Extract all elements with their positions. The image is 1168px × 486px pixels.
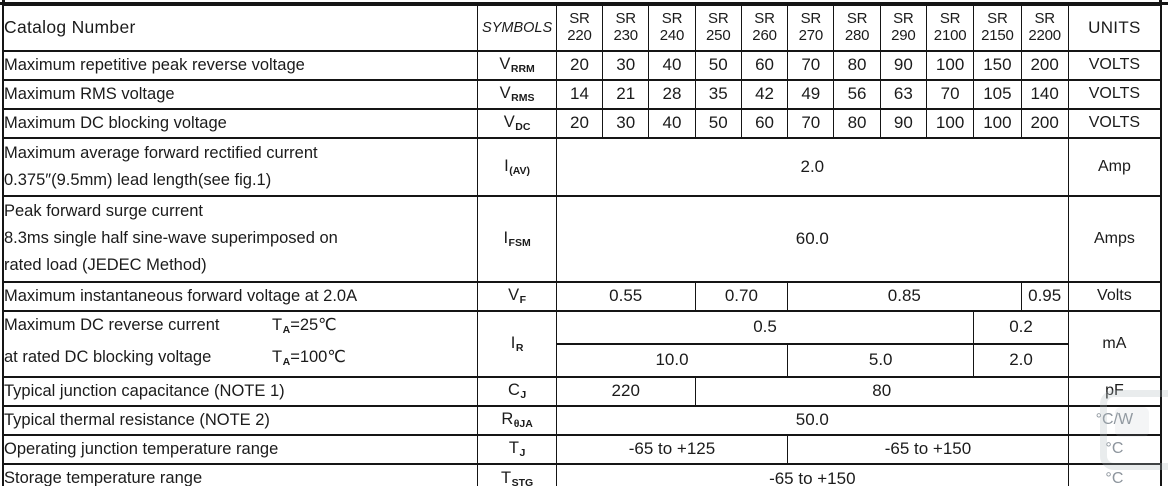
model-line1: SR — [939, 9, 961, 27]
model-line2: 270 — [798, 26, 823, 44]
symbol-base: R — [501, 410, 514, 428]
units-header: UNITS — [1068, 5, 1161, 51]
symbol-subscript: J — [520, 389, 527, 401]
vrms-value: 105 — [974, 80, 1021, 109]
ir-row — [3, 311, 1161, 344]
vdc-symbol — [478, 109, 556, 138]
model-header-sr230 — [603, 5, 649, 51]
vdc-label — [3, 109, 478, 138]
tstg-row — [3, 464, 1161, 486]
model-header-sr2100 — [926, 5, 973, 51]
symbol-subscript: F — [519, 294, 527, 306]
text-segment: Maximum average forward rectified current — [4, 143, 318, 162]
model-line2: 280 — [844, 26, 870, 44]
vrrm-row — [3, 51, 1161, 80]
symbol-subscript: RMS — [511, 92, 535, 104]
model-line2: 260 — [752, 26, 777, 44]
vrrm-label-line — [4, 52, 477, 79]
symbol-base: I — [503, 228, 509, 247]
tstg-label — [3, 464, 478, 486]
text-segment: 0.375″(9.5mm) lead length(see fig.1) — [4, 170, 272, 189]
tj-row — [3, 435, 1161, 464]
ir-label-line — [4, 312, 477, 344]
vrms-value: 42 — [741, 80, 787, 109]
vrms-value: 63 — [880, 80, 926, 109]
symbol-base: V — [508, 286, 520, 304]
iav-value: 2.0 — [556, 138, 1068, 196]
model-line2: 2100 — [933, 26, 967, 44]
symbol-base: V — [499, 84, 511, 102]
subscript: A — [282, 355, 291, 368]
model-line1: SR — [800, 9, 821, 27]
vrms-value: 49 — [788, 80, 834, 109]
subscript: A — [282, 323, 291, 336]
symbol-subscript: θJA — [513, 418, 533, 430]
model-line2: 240 — [659, 26, 685, 44]
vrms-label — [3, 80, 478, 109]
rthja-unit: °C/W — [1068, 406, 1161, 435]
cj-value: 220 — [556, 377, 695, 406]
text-segment: Maximum RMS voltage — [4, 84, 175, 103]
model-header-sr270 — [788, 5, 834, 51]
rthja-symbol — [478, 406, 556, 435]
vdc-value: 100 — [974, 109, 1021, 138]
vrrm-value: 200 — [1021, 51, 1068, 80]
tstg-label-line — [4, 465, 477, 486]
vrms-row — [3, 80, 1161, 109]
vrrm-value: 100 — [926, 51, 973, 80]
vdc-value: 50 — [695, 109, 741, 138]
vrrm-value: 30 — [603, 51, 649, 80]
text-segment: Maximum instantaneous forward voltage at 2.0A — [4, 286, 358, 305]
vf-value: 0.95 — [1021, 282, 1068, 311]
vrms-value: 70 — [926, 80, 973, 109]
text-segment: =25℃ — [290, 315, 337, 334]
ir-symbol — [478, 311, 556, 377]
text-segment: Maximum repetitive peak reverse voltage — [4, 55, 305, 74]
tj-value: -65 to +150 — [788, 435, 1069, 464]
vdc-value: 80 — [834, 109, 880, 138]
model-line1: SR — [893, 9, 914, 27]
symbol-subscript: R — [515, 341, 524, 354]
cj-row — [3, 377, 1161, 406]
ratings-table — [2, 3, 1162, 486]
ir-value: 0.2 — [974, 311, 1069, 344]
model-header-sr280 — [834, 5, 880, 51]
vrms-value: 14 — [556, 80, 602, 109]
ir-label — [3, 311, 478, 377]
vdc-unit: VOLTS — [1068, 109, 1161, 138]
vrms-value: 35 — [695, 80, 741, 109]
rthja-row — [3, 406, 1161, 435]
tstg-value: -65 to +150 — [556, 464, 1068, 486]
model-header-sr250 — [695, 5, 741, 51]
vf-label-line — [4, 283, 477, 310]
ifsm-value: 60.0 — [556, 196, 1068, 282]
model-line2: 230 — [613, 26, 638, 44]
vf-row — [3, 282, 1161, 311]
symbol-subscript: STG — [511, 476, 534, 486]
tstg-symbol — [478, 464, 556, 486]
iav-row — [3, 138, 1161, 196]
rthja-label-line — [4, 407, 477, 434]
vrrm-value: 90 — [880, 51, 926, 80]
text-segment: Operating junction temperature range — [4, 439, 279, 458]
model-header-sr290 — [880, 5, 926, 51]
text-segment: T — [272, 347, 283, 366]
cj-value: 80 — [695, 377, 1068, 406]
tj-value: -65 to +125 — [556, 435, 787, 464]
cj-unit: pF — [1068, 377, 1161, 406]
text-segment: =100℃ — [290, 347, 346, 366]
vdc-value: 100 — [926, 109, 973, 138]
vf-value: 0.70 — [695, 282, 788, 311]
ifsm-row — [3, 196, 1161, 282]
rthja-value: 50.0 — [556, 406, 1068, 435]
iav-unit: Amp — [1068, 138, 1161, 196]
cj-symbol — [478, 377, 556, 406]
iav-label-line — [4, 167, 477, 194]
tstg-unit: °C — [1068, 464, 1161, 486]
tj-label — [3, 435, 478, 464]
symbols-header: SYMBOLS — [478, 5, 556, 51]
vrrm-value: 150 — [974, 51, 1021, 80]
cj-label — [3, 377, 478, 406]
vf-label — [3, 282, 478, 311]
symbol-base: I — [504, 156, 509, 175]
vrms-value: 21 — [603, 80, 649, 109]
vrrm-symbol — [478, 51, 556, 80]
vf-value: 0.55 — [556, 282, 695, 311]
rthja-label — [3, 406, 478, 435]
ifsm-label-line — [4, 225, 477, 252]
text-segment: Typical thermal resistance (NOTE 2) — [4, 410, 270, 429]
symbol-subscript: DC — [515, 121, 531, 133]
vrms-value: 28 — [649, 80, 695, 109]
model-line1: SR — [846, 9, 868, 27]
tj-label-line — [4, 436, 477, 463]
vrrm-label — [3, 51, 478, 80]
model-header-sr220 — [556, 5, 602, 51]
ifsm-label-line — [4, 198, 477, 225]
vrrm-value: 40 — [649, 51, 695, 80]
symbol-base: V — [499, 55, 511, 73]
tj-unit: °C — [1068, 435, 1161, 464]
vrms-label-line — [4, 81, 477, 108]
ifsm-unit: Amps — [1068, 196, 1161, 282]
vdc-value: 60 — [741, 109, 787, 138]
ir-value: 0.5 — [556, 311, 973, 344]
model-header-sr2200 — [1021, 5, 1068, 51]
text-segment: 8.3ms single half sine-wave superimposed on — [4, 229, 338, 247]
ir-label-line — [4, 344, 477, 376]
ifsm-label — [3, 196, 478, 282]
iav-label — [3, 138, 478, 196]
vrms-value: 56 — [834, 80, 880, 109]
vrms-symbol — [478, 80, 556, 109]
catalog-number-header: Catalog Number — [3, 5, 478, 51]
vrrm-value: 70 — [788, 51, 834, 80]
ifsm-label-line — [4, 252, 477, 279]
vdc-label-line — [4, 110, 477, 137]
text-segment: Maximum DC blocking voltage — [4, 113, 227, 132]
symbol-subscript: J — [519, 447, 526, 459]
model-line1: SR — [987, 9, 1008, 27]
symbol-base: C — [507, 381, 520, 399]
vrrm-value: 60 — [741, 51, 787, 80]
vrms-value: 140 — [1021, 80, 1068, 109]
header-row — [3, 5, 1161, 51]
symbol-base: T — [501, 468, 512, 486]
text-segment: rated load (JEDEC Method) — [4, 256, 207, 274]
vdc-value: 40 — [649, 109, 695, 138]
tj-symbol — [478, 435, 556, 464]
model-line2: 2150 — [981, 26, 1014, 44]
text-segment: Typical junction capacitance (NOTE 1) — [4, 381, 285, 400]
text-segment: at rated DC blocking voltage — [4, 347, 212, 366]
symbol-subscript: FSM — [508, 236, 531, 249]
model-line2: 250 — [706, 26, 731, 44]
iav-label-line — [4, 140, 477, 167]
symbol-base: V — [503, 113, 515, 131]
vdc-row — [3, 109, 1161, 138]
vrms-unit: VOLTS — [1068, 80, 1161, 109]
ir-value: 5.0 — [788, 344, 974, 377]
model-header-sr240 — [649, 5, 695, 51]
vf-value: 0.85 — [788, 282, 1021, 311]
vdc-value: 200 — [1021, 109, 1068, 138]
vdc-value: 20 — [556, 109, 602, 138]
symbol-subscript: (AV) — [509, 164, 531, 177]
cj-label-line — [4, 378, 477, 405]
model-line2: 290 — [891, 26, 916, 44]
model-line1: SR — [569, 9, 590, 27]
vrrm-value: 20 — [556, 51, 602, 80]
model-line1: SR — [661, 9, 683, 27]
model-line1: SR — [1034, 9, 1055, 27]
model-header-sr2150 — [974, 5, 1021, 51]
text-segment: Maximum DC reverse current — [4, 315, 220, 334]
text-segment: Storage temperature range — [4, 469, 203, 486]
iav-symbol — [478, 138, 556, 196]
watermark-stamp — [1100, 390, 1168, 470]
ifsm-symbol — [478, 196, 556, 282]
ir-unit: mA — [1068, 311, 1161, 377]
ir-value: 10.0 — [556, 344, 787, 377]
vrrm-unit: VOLTS — [1068, 51, 1161, 80]
model-line1: SR — [708, 9, 729, 27]
model-header-sr260 — [741, 5, 787, 51]
text-segment: Peak forward surge current — [4, 202, 204, 220]
vdc-value: 30 — [603, 109, 649, 138]
vrrm-value: 80 — [834, 51, 880, 80]
symbol-base: T — [508, 439, 519, 457]
ir-value: 2.0 — [974, 344, 1069, 377]
text-segment: T — [272, 315, 283, 334]
model-line2: 2200 — [1028, 26, 1061, 44]
model-line2: 220 — [567, 26, 592, 44]
symbol-subscript: RRM — [510, 63, 535, 75]
vrrm-value: 50 — [695, 51, 741, 80]
vf-symbol — [478, 282, 556, 311]
vdc-value: 70 — [788, 109, 834, 138]
symbol-base: I — [510, 333, 516, 352]
model-line1: SR — [754, 9, 775, 27]
vdc-value: 90 — [880, 109, 926, 138]
vf-unit: Volts — [1068, 282, 1161, 311]
model-line1: SR — [615, 9, 636, 27]
